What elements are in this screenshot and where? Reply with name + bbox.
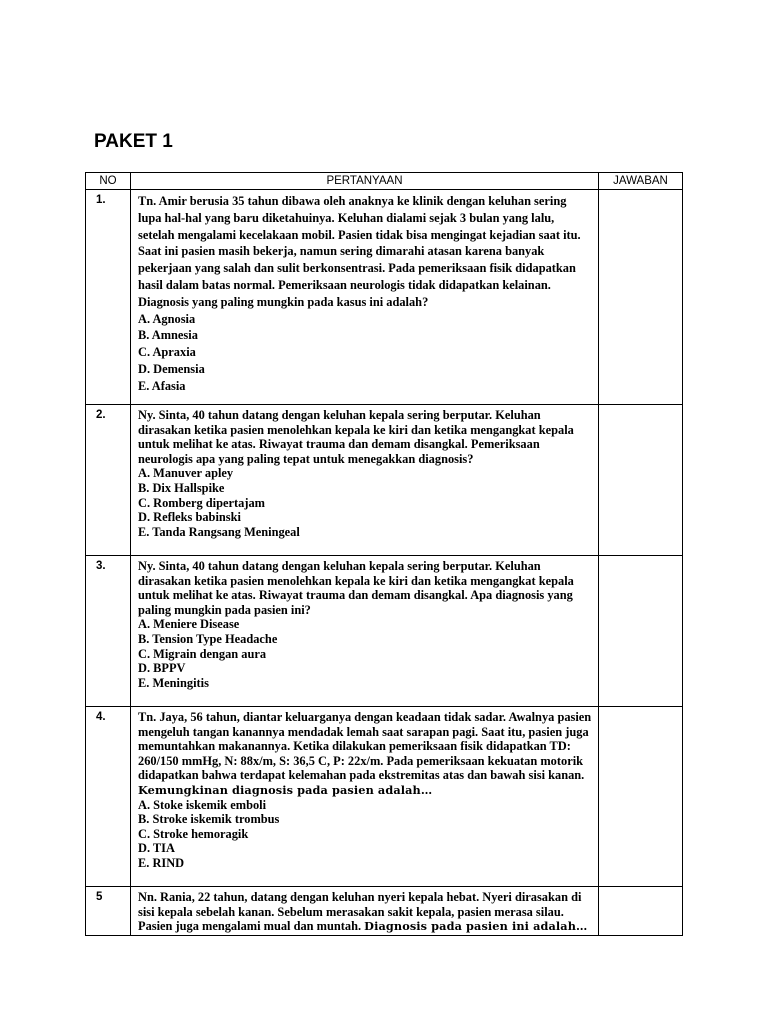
option-item: B. Tension Type Headache bbox=[138, 631, 278, 646]
question-cell bbox=[131, 556, 599, 707]
header-question: PERTANYAAN bbox=[131, 173, 599, 190]
answer-cell[interactable] bbox=[599, 405, 683, 556]
row-number: 4. bbox=[86, 707, 131, 887]
question-prompt: Apa diagnosis yang paling mungkin pada pasien ini? bbox=[138, 588, 573, 617]
question-prompt: Pemeriksaan neurologis apa yang paling tepat untuk menegakkan diagnosis? bbox=[138, 437, 540, 466]
question-cell bbox=[131, 707, 599, 887]
question-cell bbox=[131, 190, 599, 405]
row-number: 1. bbox=[86, 190, 131, 405]
table-row bbox=[86, 887, 683, 936]
case-text: Tn. Amir berusia 35 tahun dibawa oleh anaknya ke klinik dengan keluhan sering lupa hal-hal yang baru diketahuinya. Keluhan dialami sejak 3 bulan yang lalu, setelah mengalami kecelakaan mobil. Pasien tidak bisa mengingat kejadian saat itu. Saat ini pasien masih bekerja, namun sering dimarahi atasan karena banyak pekerjaan yang salah dan sulit berkonsentrasi. Pada pemeriksaan fisik didapatkan hasil dalam batas normal. Pemeriksaan neurologis tidak didapatkan kelainan. bbox=[138, 194, 581, 292]
answer-cell[interactable] bbox=[599, 556, 683, 707]
question-prompt: Diagnosis pada pasien ini adalah… bbox=[364, 919, 588, 934]
options-list bbox=[138, 466, 592, 539]
option-item: D. Demensia bbox=[138, 361, 205, 376]
option-item: B. Dix Hallspike bbox=[138, 480, 225, 495]
question-text-block bbox=[138, 408, 592, 466]
question-text-block bbox=[138, 710, 592, 798]
question-text-block bbox=[138, 559, 592, 617]
header-no: NO bbox=[86, 173, 131, 190]
question-text-block bbox=[138, 193, 592, 311]
option-item: A. Manuver apley bbox=[138, 466, 234, 481]
question-text-block bbox=[138, 890, 592, 934]
answer-cell[interactable] bbox=[599, 887, 683, 936]
table-row bbox=[86, 190, 683, 405]
header-answer: JAWABAN bbox=[599, 173, 683, 190]
page-title: PAKET 1 bbox=[94, 131, 173, 152]
options-list bbox=[138, 798, 592, 871]
row-number: 3. bbox=[86, 556, 131, 707]
table-header-row bbox=[86, 173, 683, 190]
option-item: A. Stoke iskemik emboli bbox=[138, 797, 267, 812]
question-prompt: Diagnosis yang paling mungkin pada kasus ini adalah? bbox=[138, 294, 429, 309]
option-item: E. Meningitis bbox=[138, 675, 209, 690]
option-item: B. Stroke iskemik trombus bbox=[138, 812, 280, 827]
option-item: E. RIND bbox=[138, 855, 185, 870]
option-item: B. Amnesia bbox=[138, 328, 198, 343]
option-item: A. Meniere Disease bbox=[138, 617, 240, 632]
option-item: D. Refleks babinski bbox=[138, 510, 241, 525]
option-item: A. Agnosia bbox=[138, 311, 196, 326]
option-item: E. Afasia bbox=[138, 378, 186, 393]
case-text: Ny. Sinta, 40 tahun datang dengan keluhan kepala sering berputar. Keluhan dirasakan ketika pasien menolehkan kepala ke kiri dan ketika mengangkat kepala untuk melihat ke atas. Riwayat trauma dan demam disangkal. bbox=[138, 408, 574, 452]
option-item: C. Migrain dengan aura bbox=[138, 646, 267, 661]
options-list bbox=[138, 311, 592, 395]
row-number: 2. bbox=[86, 405, 131, 556]
question-cell bbox=[131, 405, 599, 556]
option-item: C. Romberg dipertajam bbox=[138, 495, 265, 510]
option-item: C. Stroke hemoragik bbox=[138, 826, 249, 841]
option-item: C. Apraxia bbox=[138, 345, 196, 360]
case-text: Ny. Sinta, 40 tahun datang dengan keluhan kepala sering berputar. Keluhan dirasakan ketika pasien menolehkan kepala ke kiri dan ketika mengangkat kepala untuk melihat ke atas. Riwayat trauma dan demam disangkal. bbox=[138, 559, 574, 603]
option-item: D. TIA bbox=[138, 841, 175, 856]
answer-cell[interactable] bbox=[599, 190, 683, 405]
question-prompt: Kemungkinan diagnosis pada pasien adalah… bbox=[138, 782, 433, 797]
case-text: Nn. Rania, 22 tahun, datang dengan keluhan nyeri kepala hebat. Nyeri dirasakan di sisi kepala sebelah kanan. Sebelum merasakan sakit kepala, pasien merasa silau. Pasien juga mengalami mual dan muntah. bbox=[138, 890, 582, 934]
table-row bbox=[86, 405, 683, 556]
row-number: 5 bbox=[86, 887, 131, 936]
table-row bbox=[86, 556, 683, 707]
question-table bbox=[85, 172, 683, 936]
question-cell bbox=[131, 887, 599, 936]
option-item: D. BPPV bbox=[138, 661, 186, 676]
answer-cell[interactable] bbox=[599, 707, 683, 887]
options-list bbox=[138, 617, 592, 690]
option-item: E. Tanda Rangsang Meningeal bbox=[138, 524, 300, 539]
table-row bbox=[86, 707, 683, 887]
case-text: Tn. Jaya, 56 tahun, diantar keluarganya dengan keadaan tidak sadar. Awalnya pasien mengeluh tangan kanannya mendadak lemah saat sarapan pagi. Saat itu, pasien juga memuntahkan makanannya. Ketika dilakukan pemeriksaan fisik didapatkan TD: 260/150 mmHg, N: 88x/m, S: 36,5 C, P: 22x/m. Pada pemeriksaan kekuatan motorik didapatkan bahwa terdapat kelemahan pada ekstremitas atas dan bawah sisi kanan. bbox=[138, 710, 592, 783]
